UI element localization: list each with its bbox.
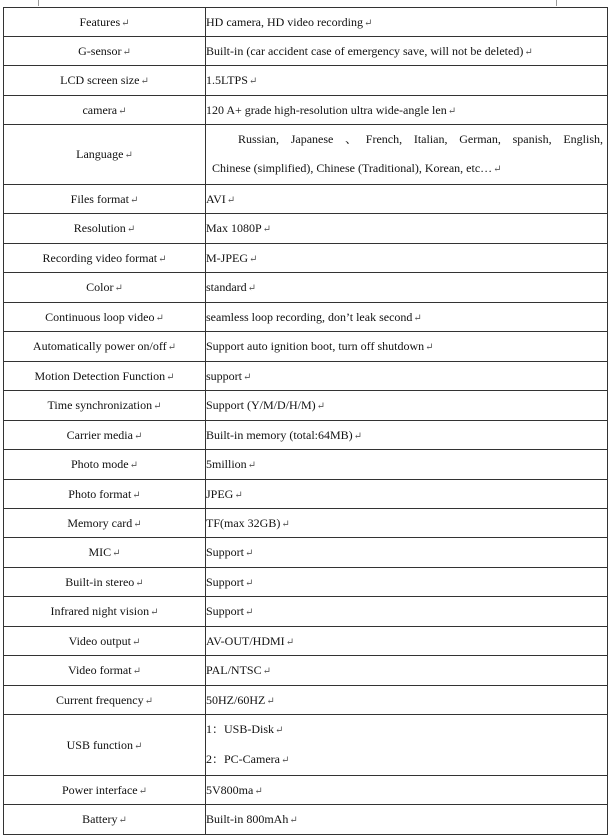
spec-value: 5V800ma	[206, 782, 254, 797]
paragraph-mark-icon: ↵	[144, 695, 154, 707]
paragraph-mark-icon: ↵	[266, 695, 275, 707]
spec-row	[4, 391, 608, 421]
spec-label: Language	[76, 147, 124, 161]
spec-value-cell	[206, 303, 608, 332]
spec-value: Built-in (car accident case of emergency save, will not be deleted)	[206, 43, 524, 58]
spec-value: 1.5LTPS	[206, 73, 248, 87]
spec-label: Photo mode	[70, 457, 129, 471]
paragraph-mark-icon: ↵	[133, 518, 142, 530]
spec-label-cell	[4, 421, 206, 450]
paragraph-mark-icon: ↵	[122, 46, 131, 58]
paragraph-mark-icon: ↵	[425, 342, 434, 353]
spec-row	[4, 125, 608, 185]
spec-label-cell	[4, 185, 206, 214]
spec-value-cell	[206, 244, 608, 273]
spec-row	[4, 480, 608, 509]
spec-label: Built-in stereo	[65, 574, 135, 589]
spec-value: Support auto ignition boot, turn off shutdown	[206, 339, 425, 353]
paragraph-mark-icon: ↵	[245, 577, 254, 589]
paragraph-mark-icon: ↵	[118, 105, 127, 117]
spec-label: USB function	[66, 737, 133, 752]
spec-value-cell	[206, 96, 608, 125]
paragraph-mark-icon: ↵	[150, 607, 159, 618]
spec-value: 120 A+ grade high-resolution ultra wide-angle len	[206, 102, 447, 117]
spec-value: seamless loop recording, don’t leak second	[206, 309, 413, 324]
spec-label-cell	[4, 332, 206, 362]
spec-label-cell	[4, 538, 206, 568]
spec-value: standard	[206, 280, 247, 294]
margin-mark-left	[38, 0, 39, 6]
spec-value-cell	[206, 37, 608, 66]
paragraph-mark-icon: ↵	[126, 224, 136, 235]
spec-table-body	[4, 8, 608, 835]
spec-label: Resolution	[73, 221, 126, 235]
spec-label: Battery	[82, 812, 118, 826]
spec-value-cell	[206, 480, 608, 509]
spec-value-line: Chinese (simplified), Chinese (Traditional), Korean, etc…	[212, 161, 493, 175]
spec-row	[4, 273, 608, 303]
paragraph-mark-icon: ↵	[166, 371, 175, 383]
spec-value: JPEG	[206, 486, 234, 501]
paragraph-mark-icon: ↵	[275, 725, 284, 736]
paragraph-mark-icon: ↵	[285, 636, 295, 648]
spec-label-cell	[4, 568, 206, 597]
spec-label-cell	[4, 66, 206, 96]
spec-value: AV-OUT/HDMI	[206, 633, 285, 648]
spec-value-cell	[206, 8, 608, 37]
spec-label-cell	[4, 480, 206, 509]
spec-value: HD camera, HD video recording	[206, 14, 363, 29]
paragraph-mark-icon: ↵	[118, 815, 127, 826]
paragraph-mark-icon: ↵	[254, 785, 263, 797]
spec-label: Power interface	[61, 782, 138, 797]
spec-label: LCD screen size	[60, 73, 140, 87]
spec-label-cell	[4, 125, 206, 185]
spec-value: M-JPEG	[206, 250, 249, 265]
spec-label-cell	[4, 656, 206, 686]
spec-label: MIC	[88, 545, 112, 559]
spec-label: Continuous loop video	[45, 309, 155, 324]
spec-row	[4, 627, 608, 656]
spec-row	[4, 509, 608, 538]
spec-value-cell	[206, 805, 608, 835]
spec-label: Recording video format	[42, 250, 158, 265]
spec-label: Carrier media	[66, 427, 133, 442]
spec-label-cell	[4, 805, 206, 835]
paragraph-mark-icon: ↵	[121, 17, 130, 29]
spec-label-cell	[4, 214, 206, 244]
spec-row	[4, 538, 608, 568]
spec-label: Infrared night vision	[50, 604, 150, 618]
spec-label-cell	[4, 597, 206, 627]
paragraph-mark-icon: ↵	[114, 283, 123, 294]
spec-label: Motion Detection Function	[34, 368, 166, 383]
paragraph-mark-icon: ↵	[363, 17, 373, 29]
spec-value-cell	[206, 715, 608, 776]
paragraph-mark-icon: ↵	[413, 312, 422, 324]
paragraph-mark-icon: ↵	[247, 283, 257, 294]
paragraph-mark-icon: ↵	[249, 253, 258, 265]
paragraph-mark-icon: ↵	[248, 76, 258, 87]
spec-value-cell	[206, 125, 608, 185]
spec-value: Support	[206, 545, 245, 559]
spec-value-cell	[206, 362, 608, 391]
spec-value-cell	[206, 421, 608, 450]
paragraph-mark-icon: ↵	[281, 518, 290, 530]
spec-value-cell	[206, 538, 608, 568]
spec-value-cell	[206, 273, 608, 303]
paragraph-mark-icon: ↵	[245, 607, 254, 618]
spec-label: camera	[82, 102, 118, 117]
spec-value: 50HZ/60HZ	[206, 692, 266, 707]
spec-row	[4, 421, 608, 450]
paragraph-mark-icon: ↵	[112, 548, 121, 559]
spec-label: Automatically power on/off	[32, 339, 167, 353]
spec-value-cell	[206, 66, 608, 96]
spec-value: Support	[206, 574, 245, 589]
spec-value-cell	[206, 332, 608, 362]
paragraph-mark-icon: ↵	[281, 755, 290, 766]
spec-row	[4, 597, 608, 627]
spec-label-cell	[4, 8, 206, 37]
spec-label-cell	[4, 627, 206, 656]
spec-label-cell	[4, 509, 206, 538]
spec-label-cell	[4, 96, 206, 125]
spec-row	[4, 332, 608, 362]
paragraph-mark-icon: ↵	[153, 401, 162, 412]
spec-value: Built-in memory (total:64MB)	[206, 427, 353, 442]
spec-value-cell	[206, 450, 608, 480]
spec-table	[3, 7, 608, 835]
spec-row	[4, 805, 608, 835]
paragraph-mark-icon: ↵	[138, 785, 148, 797]
paragraph-mark-icon: ↵	[289, 815, 298, 826]
paragraph-mark-icon: ↵	[247, 460, 257, 471]
paragraph-mark-icon: ↵	[131, 636, 141, 648]
paragraph-mark-icon: ↵	[140, 76, 149, 87]
spec-value-cell	[206, 686, 608, 715]
spec-label: Features	[79, 14, 121, 29]
spec-value-cell	[206, 214, 608, 244]
spec-value-cell	[206, 185, 608, 214]
spec-value: Support (Y/M/D/H/M)	[206, 398, 316, 412]
paragraph-mark-icon: ↵	[132, 666, 141, 677]
spec-label-cell	[4, 244, 206, 273]
spec-row	[4, 303, 608, 332]
spec-row	[4, 66, 608, 96]
spec-value-line: 1：USB-Disk	[206, 722, 275, 736]
paragraph-mark-icon: ↵	[447, 105, 457, 117]
spec-row	[4, 362, 608, 391]
paragraph-mark-icon: ↵	[226, 194, 236, 206]
paragraph-mark-icon: ↵	[245, 548, 254, 559]
spec-value: support	[206, 368, 242, 383]
spec-row	[4, 37, 608, 66]
spec-label: Time synchronization	[47, 398, 153, 412]
spec-label: Current frequency	[55, 692, 144, 707]
spec-label-cell	[4, 391, 206, 421]
spec-value: AVI	[206, 191, 226, 206]
paragraph-mark-icon: ↵	[316, 401, 326, 412]
spec-value: 5million	[206, 457, 247, 471]
spec-label-cell	[4, 450, 206, 480]
spec-row	[4, 214, 608, 244]
paragraph-mark-icon: ↵	[124, 150, 133, 161]
spec-label: Files format	[70, 191, 129, 206]
spec-label: Video format	[68, 663, 132, 677]
spec-row	[4, 776, 608, 805]
paragraph-mark-icon: ↵	[262, 666, 271, 677]
paragraph-mark-icon: ↵	[133, 740, 143, 752]
spec-label: Color	[86, 280, 114, 294]
paragraph-mark-icon: ↵	[353, 430, 363, 442]
spec-label: Video output	[68, 633, 131, 648]
paragraph-mark-icon: ↵	[262, 224, 272, 235]
spec-row	[4, 96, 608, 125]
paragraph-mark-icon: ↵	[167, 342, 177, 353]
paragraph-mark-icon: ↵	[158, 253, 167, 265]
spec-label-cell	[4, 362, 206, 391]
spec-row	[4, 686, 608, 715]
spec-row	[4, 568, 608, 597]
paragraph-mark-icon: ↵	[524, 46, 533, 58]
paragraph-mark-icon: ↵	[129, 460, 139, 471]
spec-label-cell	[4, 715, 206, 776]
spec-value-cell	[206, 627, 608, 656]
spec-value: Support	[206, 604, 245, 618]
spec-row	[4, 450, 608, 480]
spec-row	[4, 656, 608, 686]
spec-value: Built-in 800mAh	[206, 812, 289, 826]
spec-value: PAL/NTSC	[206, 663, 262, 677]
margin-mark-right	[556, 0, 557, 6]
spec-value-cell	[206, 597, 608, 627]
spec-row	[4, 8, 608, 37]
paragraph-mark-icon: ↵	[135, 577, 144, 589]
spec-value-cell	[206, 568, 608, 597]
spec-label: G-sensor	[78, 43, 122, 58]
spec-value-cell	[206, 656, 608, 686]
spec-value-cell	[206, 776, 608, 805]
paragraph-mark-icon: ↵	[493, 164, 502, 175]
spec-label-cell	[4, 686, 206, 715]
spec-label: Memory card	[67, 515, 133, 530]
paragraph-mark-icon: ↵	[129, 194, 139, 206]
spec-value-line: 2：PC-Camera	[206, 752, 280, 766]
spec-label: Photo format	[68, 486, 132, 501]
paragraph-mark-icon: ↵	[243, 371, 252, 383]
spec-value-cell	[206, 391, 608, 421]
spec-value: Max 1080P	[206, 221, 262, 235]
spec-value-cell	[206, 509, 608, 538]
spec-label-cell	[4, 37, 206, 66]
spec-value: TF(max 32GB)	[206, 515, 281, 530]
paragraph-mark-icon: ↵	[155, 312, 164, 324]
spec-row	[4, 715, 608, 776]
spec-value-line: Russian, Japanese 、French, Italian, German, spanish, English,	[238, 132, 603, 146]
spec-label-cell	[4, 776, 206, 805]
paragraph-mark-icon: ↵	[132, 489, 141, 501]
spec-row	[4, 244, 608, 273]
spec-label-cell	[4, 273, 206, 303]
spec-label-cell	[4, 303, 206, 332]
paragraph-mark-icon: ↵	[133, 430, 143, 442]
spec-row	[4, 185, 608, 214]
paragraph-mark-icon: ↵	[234, 489, 243, 501]
